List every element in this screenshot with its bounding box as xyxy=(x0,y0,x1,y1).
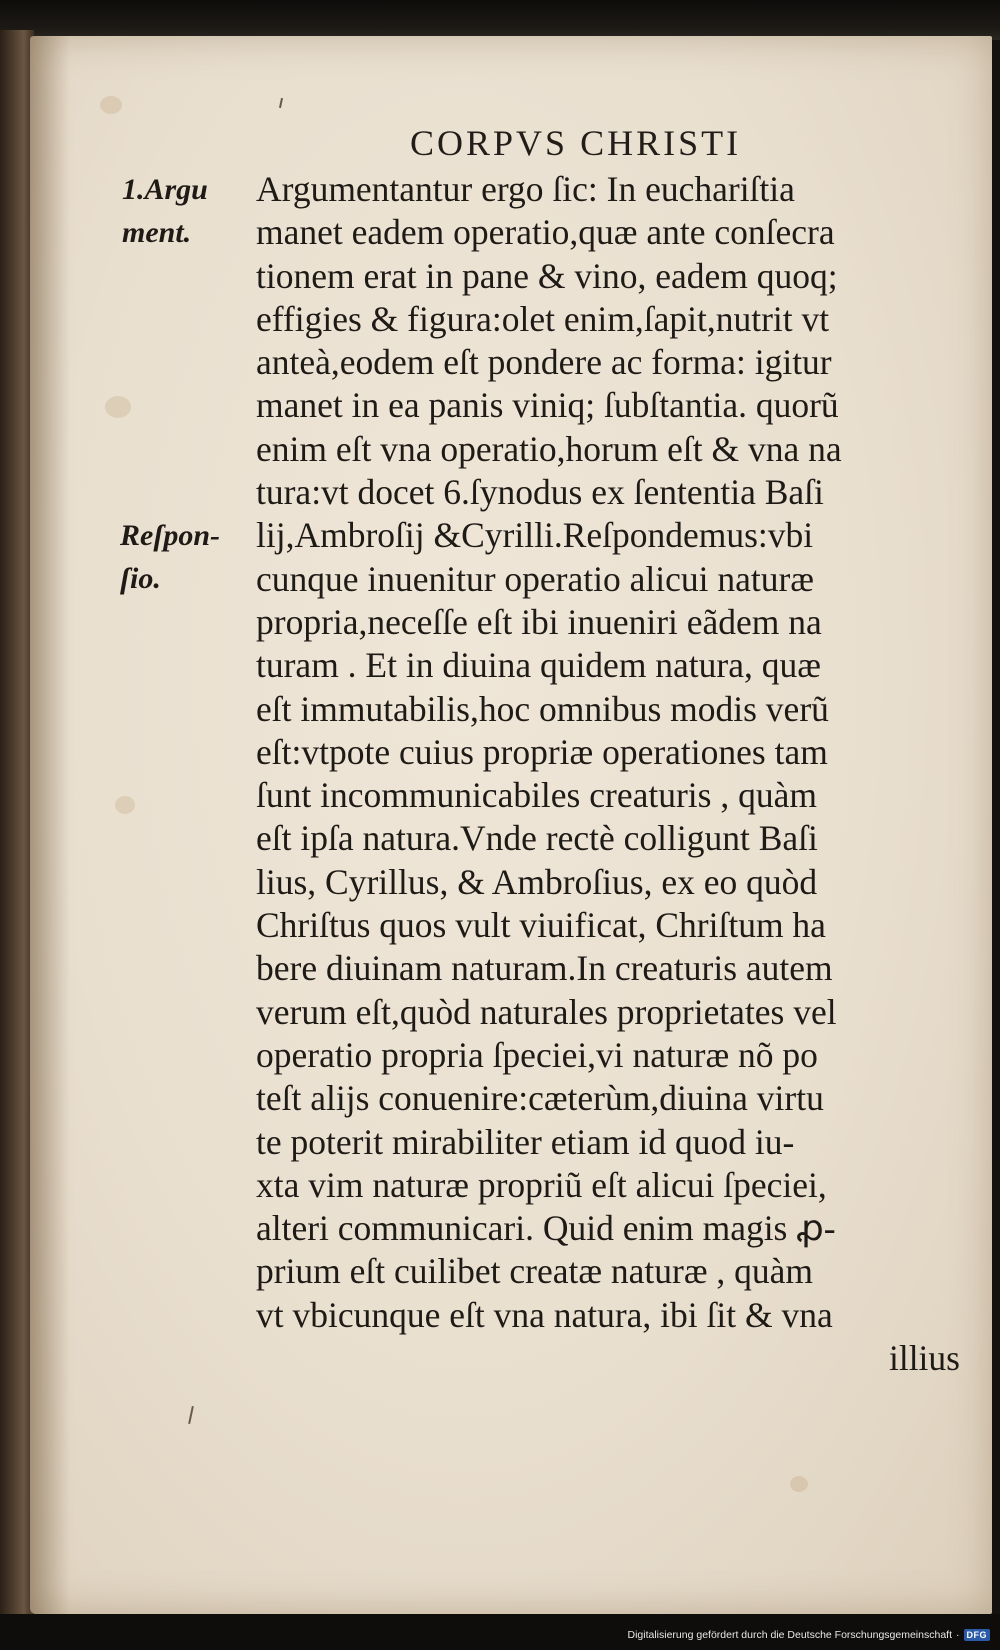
text-line: enim eſt vna operatio,horum eſt & vna na xyxy=(256,428,842,469)
text-line: lius, Cyrillus, & Ambroſius, ex eo quòd xyxy=(256,861,818,902)
text-line: manet eadem operatio,quæ ante conſecra xyxy=(256,212,835,253)
text-line: te poterit mirabiliter etiam id quod iu- xyxy=(256,1121,795,1162)
book-page-edges xyxy=(0,30,34,1620)
text-line: Chriſtus quos vult viuificat, Chriſtum ha xyxy=(256,905,826,946)
text-line: eſt immutabilis,hoc omnibus modis verũ xyxy=(256,688,829,729)
text-line: tionem erat in pane & vino, eadem quoq; xyxy=(256,255,838,296)
text-line: tura:vt docet 6.ſynodus ex ſententia Baſi xyxy=(256,472,824,513)
foxing-spot xyxy=(105,396,131,418)
text-line: cunque inuenitur operatio alicui naturæ xyxy=(256,558,814,599)
text-line: turam . Et in diuina quidem natura, quæ xyxy=(256,645,821,686)
text-line: prium eſt cuilibet creatæ naturæ , quàm xyxy=(256,1251,813,1292)
text-line: anteà,eodem eſt pondere ac forma: igitur xyxy=(256,342,832,383)
margin-note-line: 1.Argu xyxy=(122,173,208,206)
text-line: xta vim naturæ propriũ eſt alicui ſpeciei, xyxy=(256,1164,827,1205)
running-head: CORPVS CHRISTI xyxy=(410,123,742,163)
text-line: effigies & figura:olet enim,ſapit,nutrit vt xyxy=(256,298,830,339)
scan-top-edge xyxy=(0,0,1000,40)
text-line: bere diuinam naturam.In creaturis autem xyxy=(256,948,833,989)
text-line: operatio propria ſpeciei,vi naturæ nõ po xyxy=(256,1034,818,1075)
stray-ink-mark xyxy=(279,98,283,108)
text-line: eſt:vtpote cuius propriæ operationes tam xyxy=(256,731,828,772)
text-line: ſunt incommunicabiles creaturis , quàm xyxy=(256,775,817,816)
text-line: teſt alijs conuenire:cæterùm,diuina virtu xyxy=(256,1078,824,1119)
foxing-spot xyxy=(100,96,122,114)
margin-note-line: Reſpon- xyxy=(120,519,220,552)
margin-note-argument xyxy=(122,168,208,255)
margin-note-line: ſio. xyxy=(120,562,161,596)
stray-ink-mark xyxy=(188,1406,194,1424)
digitization-credit xyxy=(627,1629,990,1641)
text-line: lij,Ambroſij &Cyrilli.Reſpondemus:vbi xyxy=(256,515,814,556)
body-text xyxy=(256,168,960,1380)
text-line: alteri communicari. Quid enim magis ꝓ- xyxy=(256,1208,836,1249)
dfg-logo-icon: DFG xyxy=(964,1629,991,1641)
text-line: propria,neceſſe eſt ibi inueniri eãdem na xyxy=(256,601,822,642)
foxing-spot xyxy=(790,1476,808,1492)
margin-note-line: ment. xyxy=(122,216,192,250)
text-line: Argumentantur ergo ſic: In euchariſtia xyxy=(256,169,795,209)
text-line: verum eſt,quòd naturales proprietates vel xyxy=(256,991,837,1032)
text-line: eſt ipſa natura.Vnde rectè colligunt Baſi xyxy=(256,818,818,859)
credit-text: Digitalisierung gefördert durch die Deutsche Forschungsgemeinschaft xyxy=(627,1629,952,1641)
catchword: illius xyxy=(888,1338,960,1379)
text-line: manet in ea panis viniq; ſubſtantia. quorũ xyxy=(256,385,839,426)
text-line: vt vbicunque eſt vna natura, ibi ſit & vna xyxy=(256,1294,833,1335)
margin-note-responsio xyxy=(120,514,220,601)
foxing-spot xyxy=(115,796,135,814)
gutter-shadow xyxy=(30,36,70,1614)
credit-separator: · xyxy=(956,1629,960,1641)
